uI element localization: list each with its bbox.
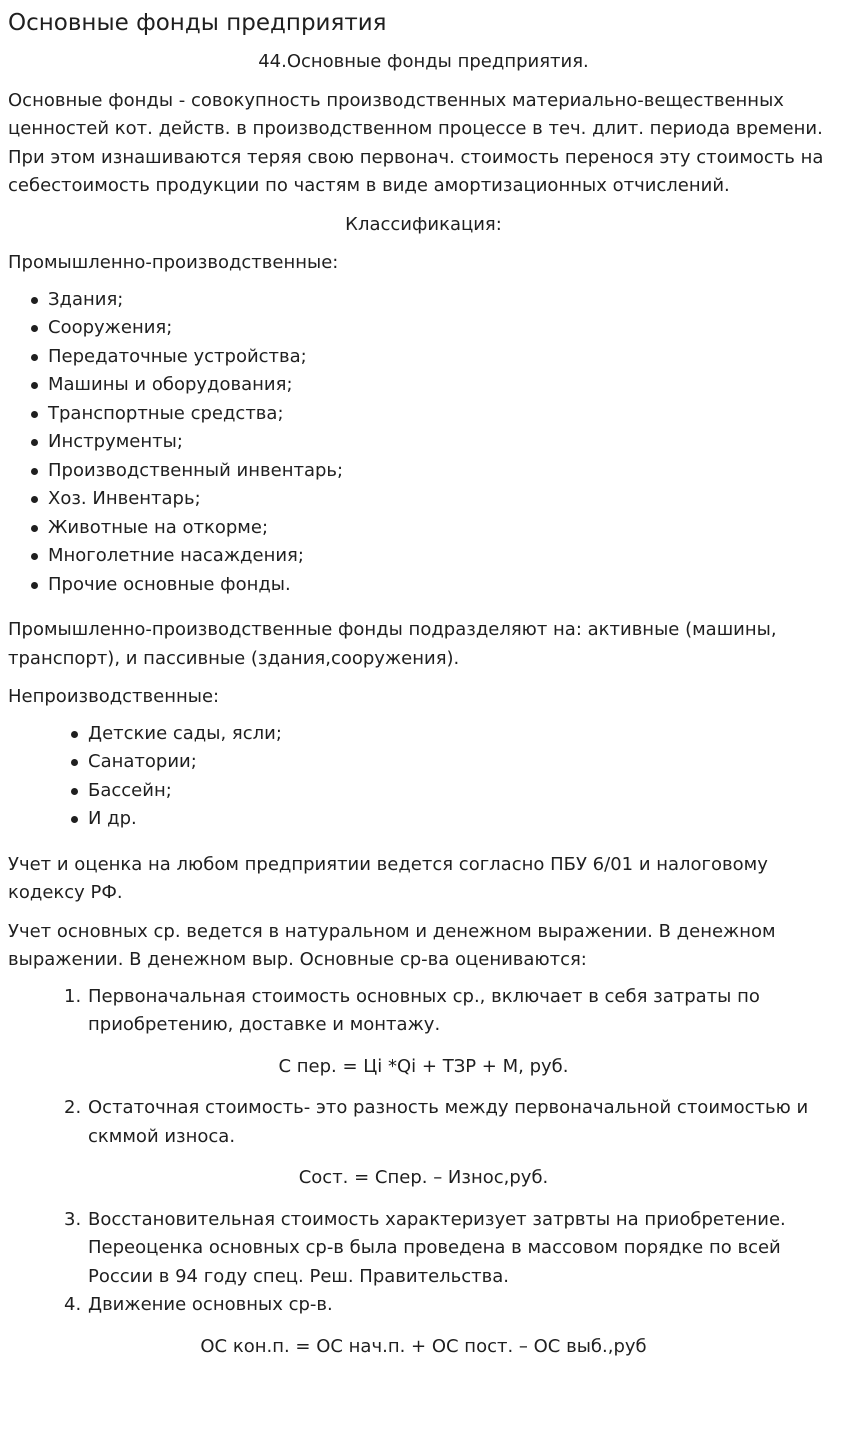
formula-residual-cost: Сост. = Спер. – Износ,руб. [298, 1167, 549, 1188]
list-item [64, 1094, 839, 1193]
item-text: Первоначальная стоимость основных ср., включает в себя затраты по приобретению, доставке и монтажу. [88, 985, 760, 1035]
item-number: 4. [64, 1294, 82, 1315]
nonproduction-heading: Непроизводственные: [8, 686, 220, 707]
list-item: Передаточные устройства; [48, 343, 839, 372]
list-item: Животные на откорме; [48, 514, 839, 543]
list-item: Здания; [48, 286, 839, 315]
list-item: Многолетние насаждения; [48, 542, 839, 571]
industrial-division-paragraph: Промышленно-производственные фонды подразделяют на: активные (машины, транспорт), и пассивные (здания,сооружения). [8, 619, 777, 669]
list-item: Бассейн; [88, 777, 839, 806]
item-number: 3. [64, 1208, 82, 1230]
list-item [64, 1291, 839, 1361]
valuation-paragraph: Учет основных ср. ведется в натуральном и денежном выражении. В денежном выражении. В денежном выр. Основные ср-ва оцениваются: [8, 920, 776, 970]
list-item: Сооружения; [48, 314, 839, 343]
formula-asset-movement: ОС кон.п. = ОС нач.п. + ОС пост. – ОС выб.,руб [200, 1335, 647, 1357]
nonproduction-list [8, 720, 839, 834]
item-text: Движение основных ср-в. [88, 1294, 333, 1315]
item-number: 1. [64, 985, 82, 1007]
list-item: Хоз. Инвентарь; [48, 485, 839, 514]
page-title: Основные фонды предприятия [8, 10, 387, 36]
list-item: Транспортные средства; [48, 400, 839, 429]
list-item [64, 1206, 839, 1292]
list-item: Машины и оборудования; [48, 371, 839, 400]
list-item: Прочие основные фонды. [48, 571, 839, 600]
list-item: Детские сады, ясли; [88, 720, 839, 749]
item-text: Остаточная стоимость- это разность между первоначальной стоимостью и скммой износа. [88, 1097, 809, 1147]
list-item: И др. [88, 805, 839, 834]
list-item: Санатории; [88, 748, 839, 777]
document-subtitle: 44.Основные фонды предприятия. [258, 51, 589, 72]
list-item: Производственный инвентарь; [48, 457, 839, 486]
valuation-list [8, 983, 839, 1362]
item-text: Восстановительная стоимость характеризует затрвты на приобретение. Переоценка основных ср-в была проведена в массовом порядке по всей России в 94 году спец. Реш. Правительства. [88, 1208, 786, 1287]
item-number: 2. [64, 1097, 82, 1118]
industrial-list [8, 286, 839, 600]
classification-heading: Классификация: [345, 213, 502, 235]
list-item: Инструменты; [48, 428, 839, 457]
list-item [64, 983, 839, 1082]
intro-paragraph: Основные фонды - совокупность производственных материально-вещественных ценностей кот. действ. в производственном процессе в теч. длит. периода времени. При этом изнашиваются теряя свою первонач. стоимость перенося эту стоимость на себестоимость продукции по частям в виде амортизационных отчислений. [8, 89, 824, 196]
formula-initial-cost: С пер. = Цi *Qi + ТЗР + М, руб. [278, 1055, 569, 1077]
industrial-heading: Промышленно-производственные: [8, 252, 339, 273]
accounting-paragraph: Учет и оценка на любом предприятии ведется согласно ПБУ 6/01 и налоговому кодексу РФ. [8, 853, 768, 903]
